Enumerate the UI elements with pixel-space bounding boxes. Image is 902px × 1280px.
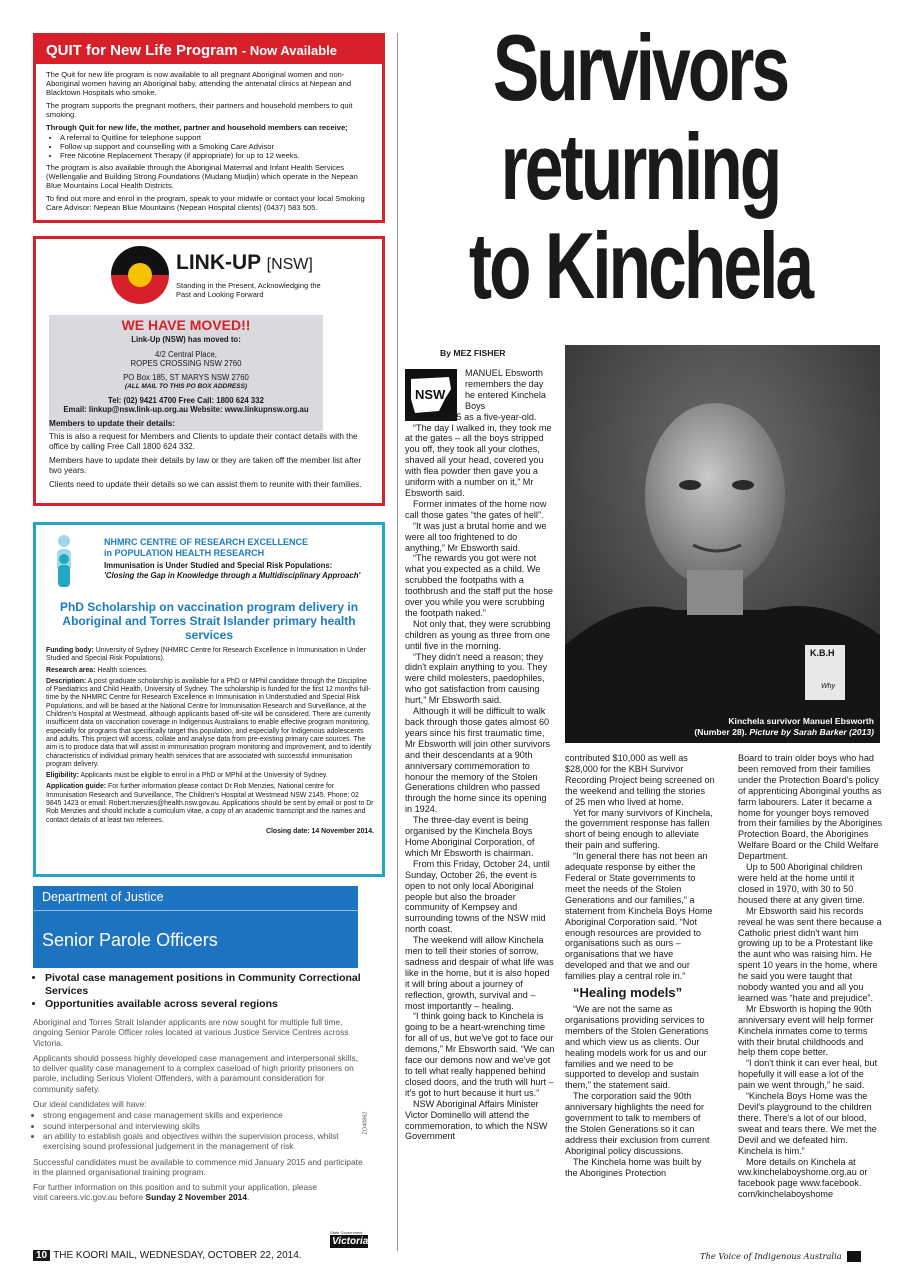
doj-title: Senior Parole Officers: [42, 930, 218, 950]
doj-department: Department of Justice: [42, 890, 164, 904]
article-paragraph: “We are not the same as organisations providing services to members of the Stolen Generations and which view us as clients. Our healing models work for us and our families and we need to be supported to develop and sustain them,” the statement said.: [565, 1004, 709, 1091]
victoria-logo-small: State Government: [330, 1230, 363, 1235]
doj-apply-text: For further information on this position and to submit your application, please visit careers.vic.gov.au before: [33, 1182, 317, 1203]
article-paragraph: Up to 500 Aboriginal children were held at the home until it closed in 1970, with 30 to 50 housed there at any given time.: [738, 862, 865, 905]
linkup-ad: [33, 236, 385, 506]
doj-criteria: [43, 1110, 363, 1151]
article-paragraph: More details on Kinchela at ww.kinchelaboyshome.org.au or facebook page www.facebook. com/kinchelaboyshome: [738, 1156, 868, 1200]
quit-header: [36, 36, 382, 64]
quit-paragraph: To find out more and enrol in the program, speak to your midwife or contact your local Smoking Care Advisor: Nepean Blue Mountains (Nepean Hospital clients) (0437) 583 505.: [46, 194, 365, 212]
article-paragraph: “I think going back to Kinchela is going to be a heart-wrenching time for all of us, but we've got to face our demons,” Mr Ebsworth said. “We can face our demons now and we've got to tell what really happened behind closed doors, and the truth will hurt – it's got to hurt because it hurt us.”: [405, 1011, 555, 1098]
nhmrc-title-line: NHMRC CENTRE OF RESEARCH EXCELLENCE: [104, 537, 309, 547]
article-paragraph: Mr Ebsworth is hoping the 90th anniversary event will help former Kinchela inmates come to terms with their brutal childhoods and help them cope better.: [738, 1003, 874, 1058]
nhmrc-body: [46, 647, 374, 839]
victoria-logo-text: Victoria: [332, 1236, 369, 1247]
doj-paragraph: Successful candidates must be available to commence mid January 2015 and participate in the planned organisational training program.: [33, 1156, 363, 1177]
linkup-nsw: [NSW]: [266, 256, 313, 273]
description-text: A post graduate scholarship is available for a PhD or MPhil candidate through the Discipline of Paediatrics and Child Health, University of Sydney. The scholarship is funded for the first 12 months full-time by the NHMRC Centre for Research Excellence in Immunisation in Understudied and Special Risk Populations, and will be based at the National Centre for Immunisation Research and Surveillance, at the Children's Hospital at Westmead, although applicants based off-site will be considered. There are currently insufficient data on vaccination coverage in Indigenous Australians to enable effective program monitoring, especially for programs that specifically target this population, and especially for Indigenous adolescents and adults. This project will access, collate and analyse data from pre-existing primary care sources. The aim is to produce data that will assist in immunisation program monitoring and improvement, and to identify characteristics of individual primary health services that are associated with successful immunisation program delivery.: [46, 677, 372, 768]
doj-body: [33, 972, 363, 1208]
quit-paragraph: The program supports the pregnant mothers, their partners and household members to quit smoking.: [46, 101, 353, 119]
list-item: • an ability to establish goals and objectives within the supervision process, whilst exercising sound professional judgement in the management of risk: [43, 1131, 363, 1152]
article-paragraph: contributed $10,000 as well as $28,000 for the KBH Survivor Recording Project being screened on the weekend and telling the stories of 25 men who lived at home.: [565, 753, 715, 807]
doj-paragraph: Applicants should possess highly developed case management and interpersonal skills, to deliver quality case management to a complex caseload of high priority prisoners on parole, including Serious Violent Offenders, with a paramount consideration for community safety.: [33, 1052, 358, 1094]
article-paragraph: Mr Ebsworth said his records reveal he was sent there because a Catholic priest didn't want him growing up to be a Protestant like the aunt who was raising him. He spent 10 years in the home, where he said you were taught that nobody wanted you and all you learned was “hate and prejudice”.: [738, 905, 882, 1003]
byline: By MEZ FISHER: [440, 348, 506, 358]
article-paragraph: NSW Aboriginal Affairs Minister Victor Dominello will attend the commemoration, to which the NSW Government: [405, 1098, 548, 1142]
paper-name: THE KOORI MAIL: [53, 1250, 135, 1261]
article-paragraph: Not only that, they were scrubbing children as young as three from one until five in the morning.: [405, 618, 551, 651]
quit-program-ad: [33, 33, 385, 223]
nhmrc-title-line: in POPULATION HEALTH RESEARCH: [104, 548, 265, 558]
doj-paragraph: Our ideal candidates will have:: [33, 1099, 147, 1110]
update-heading: Members to update their details:: [49, 419, 176, 428]
article-paragraph: Home in 1955 as a five-year-old.: [405, 411, 537, 422]
article-paragraph: “They didn't need a reason; they didn't explain anything to you. They were child molesters, paedophiles, who got satisfaction from causing hurt,” Mr Ebsworth said.: [405, 651, 548, 706]
ad-code: ZO40862: [362, 1111, 369, 1135]
article-paragraph: “It was just a brutal home and we were all too frightened to do anything,” Mr Ebsworth said.: [405, 520, 547, 553]
article-lede: MANUEL Ebsworth remembers the day he entered Kinchela Boys: [465, 368, 546, 411]
linkup-tagline: Standing in the Present, Acknowledging the Past and Looking Forward: [176, 281, 321, 299]
closing-date: Closing date: 14 November 2014.: [266, 827, 374, 835]
mail-note: (ALL MAIL TO THIS PO BOX ADDRESS): [124, 383, 248, 390]
headline-line: to Kinchela: [468, 213, 812, 318]
article-paragraph: Yet for many survivors of Kinchela, the government response has fallen short of being enough to alleviate their pain and suffering.: [565, 807, 713, 851]
divider: [33, 910, 358, 911]
footer-tagline: [700, 1251, 861, 1262]
phd-heading: PhD Scholarship on vaccination program delivery in Aboriginal and Torres Strait Islander primary health services: [59, 600, 359, 642]
article-paragraph: The weekend will allow Kinchela men to tell their stories of sorrow, sadness and despair of what life was like in the home, but it is also hoped it will bring about a journey of reflection, growth, survival and – most importantly – healing.: [405, 935, 554, 1011]
nhmrc-sub-line: Immunisation is Under Studied and Special Risk Populations:: [104, 561, 333, 570]
article-paragraph: The three-day event is being organised by the Kinchela Boys Home Aboriginal Corporation, of which Mr Ebsworth is chairman.: [405, 815, 535, 858]
article-paragraph: The Kinchela home was built by the Aborigines Protection: [565, 1156, 702, 1178]
shirt-logo-subtext: Why: [821, 683, 835, 690]
hand-icon: [847, 1251, 861, 1262]
quit-receive-heading: Through Quit for new life, the mother, partner and household members can receive;: [46, 123, 348, 132]
update-paragraph: Clients need to update their details so we can assist them to reunite with their families.: [49, 480, 362, 489]
quit-subtitle: - Now Available: [241, 43, 337, 58]
linkup-title: [176, 251, 313, 275]
article-paragraph: Former inmates of the home now call those gates “the gates of hell”.: [405, 498, 547, 520]
list-item: • A referral to Quitline for telephone support: [60, 133, 372, 142]
funding-label: Funding body:: [46, 647, 94, 654]
quit-paragraph: The Quit for new life program is now available to all pregnant Aboriginal women and non-Aboriginal women having an Aboriginal baby, attending the antenatal clinics at Nepean and Blacktown Hospitals who smoke.: [46, 70, 352, 97]
nhmrc-title: [104, 537, 374, 559]
doj-period: .: [246, 1192, 250, 1203]
article-paragraph: “Kinchela Boys Home was the Devil's playground to the children there. There's a lot of our blood, sweat and tears there. We met the Devil and we defeated him. Kinchela is him.”: [738, 1091, 877, 1156]
nsw-label: NSW: [415, 387, 446, 402]
list-item: • sound interpersonal and interviewing skills: [43, 1121, 363, 1131]
eligibility-text: Applicants must be eligible to enrol in a PhD or MPhil at the University of Sydney.: [80, 772, 328, 780]
email-website: Email: linkup@nsw.link-up.org.au Website: www.linkupnsw.org.au: [63, 405, 309, 414]
application-label: Application guide:: [46, 783, 107, 791]
address-line: ROPES CROSSING NSW 2760: [130, 359, 242, 368]
article-column-3: [738, 753, 883, 1200]
tagline-text: The Voice of Indigenous Australia: [700, 1251, 842, 1261]
funding-text: University of Sydney (NHMRC Centre for Research Excellence in Immunisation in Under Studied and Special Risk Populations).: [46, 647, 366, 663]
people-icon: [48, 533, 80, 591]
area-text: Health sciences.: [97, 666, 148, 674]
update-paragraph: This is also a request for Members and Clients to update their contact details with the office by calling Free Call 1800 624 332.: [49, 432, 358, 451]
article-paragraph: “The rewards you got were not what you expected as a child. We scrubbed the footpaths with a toothbrush and the staff put the hose over you while you were scrubbing the footpath naked.”: [405, 553, 553, 618]
moved-to: Link-Up (NSW) has moved to:: [131, 335, 241, 344]
shirt-logo-text: K.B.H: [810, 648, 835, 658]
quit-bullet-list: [60, 133, 372, 160]
photo-caption: [694, 716, 874, 737]
list-item: • Opportunities available across several regions: [45, 998, 363, 1011]
update-details: [49, 419, 375, 494]
doj-deadline: Sunday 2 November 2014: [145, 1192, 247, 1203]
eligibility-label: Eligibility:: [46, 772, 79, 780]
doj-highlights: [45, 972, 363, 1011]
quit-body: [36, 64, 382, 222]
headline-line: returning: [500, 114, 780, 219]
description-label: Description:: [46, 677, 87, 685]
list-item: • strong engagement and case management skills and experience: [43, 1110, 363, 1120]
nhmrc-sub-line: 'Closing the Gap in Knowledge through a Multidisciplinary Approach': [104, 571, 361, 580]
article-paragraph: “The day I walked in, they took me at the gates – all the boys stripped you off, they took all your clothes, shaved all your head, covered you with flea powder then gave you a uniform with a number on it,” Mr Ebsworth said.: [405, 422, 552, 498]
list-item: • Follow up support and counselling with a Smoking Care Advisor: [60, 142, 372, 151]
aboriginal-flag-icon: [111, 246, 169, 304]
doj-paragraph: Aboriginal and Torres Strait Islander applicants are now sought for multiple full time, ongoing Senior Parole Officer roles located at various Justice Service Centres across Victoria.: [33, 1017, 349, 1048]
quit-title: QUIT for New Life Program: [46, 42, 238, 59]
nhmrc-subtitle: [104, 561, 384, 581]
area-label: Research area:: [46, 666, 96, 674]
doj-banner: [33, 886, 358, 968]
article-column-2: [565, 753, 715, 1179]
subheading: “Healing models”: [573, 985, 683, 1001]
moved-details: [49, 335, 323, 415]
list-item: • Pivotal case management positions in Community Correctional Services: [45, 972, 363, 998]
article-paragraph: From this Friday, October 24, until Sunday, October 26, the event is open to not only local Aboriginal people but also the broader community of Kempsey and surrounding towns of the NSW mid north coast.: [405, 858, 550, 935]
address-line: 4/2 Central Place,: [155, 349, 217, 359]
page-number: 10: [33, 1250, 50, 1261]
phone: Tel: (02) 9421 4700 Free Call: 1800 624 332: [108, 395, 264, 405]
application-text: For further information please contact Dr Rob Menzies, National centre for Immunisation Research and Surveillance, The Children's Hospital at Westmead NSW 2145. Phone: 02 9845 1423 or email: Robert.menzies@health.nsw.gov.au. Applications should be sent by email or post to Dr Rob Menzies and should include a curriculum vitae, a copy of an academic transcript and the names and contact details of at least two referees.: [46, 783, 374, 824]
moved-notice: [49, 315, 323, 431]
article-paragraph: “I don't think it can ever heal, but hopefully it will ease a lot of the pain we went through,” he said.: [738, 1058, 878, 1091]
caption-line: Kinchela survivor Manuel Ebsworth: [728, 716, 874, 726]
moved-heading: WE HAVE MOVED!!: [121, 317, 251, 333]
caption-number: (Number 28).: [694, 726, 747, 737]
article-column-1: [405, 368, 555, 1142]
column-divider: [397, 33, 398, 1251]
article-paragraph: Board to train older boys who had been removed from their families under the Protection Board's policy of apprenticing Aboriginal youths as farm labourers. Later it became a home for younger boys removed from their families by the Aborigines Protection Board, the Aborigines Welfare Board or the Child Welfare Department.: [738, 753, 883, 862]
headline: [466, 15, 814, 318]
issue-date: , WEDNESDAY, OCTOBER 22, 2014.: [134, 1250, 302, 1261]
article-paragraph: “In general there has not been an adequate response by either the Federal or State governments to meet the needs of the Stolen Generations and our families,” a statement from Kinchela Boys Home Aboriginal Corporation said. “Not enough resources are provided to organisations such as ours – organisations that we have developed and that we and our families play a central role in.”: [565, 851, 713, 982]
article-paragraph: The corporation said the 90th anniversary highlights the need for government to talk to members of the Stolen Generations so it can address their exclusion from current Aboriginal policy discussions.: [565, 1091, 710, 1156]
quit-paragraph: The program is also available through the Aboriginal Maternal and Infant Health Services (Wellengalie and Building Strong Foundations (Mudang Mudjin) which operate in the Nepean Blue Mountains Local Health Districts.: [46, 163, 358, 190]
photo-credit: Picture by Sarah Barker (2013): [749, 726, 874, 737]
list-item: • Free Nicotine Replacement Therapy (if appropriate) for up to 12 weeks.: [60, 151, 372, 160]
headline-line: Survivors: [492, 15, 788, 120]
linkup-name: LINK-UP: [176, 251, 261, 274]
survivor-photo: [565, 345, 880, 743]
update-paragraph: Members have to update their details by law or they are taken off the member list after two years.: [49, 456, 362, 475]
nhmrc-scholarship-ad: [33, 522, 385, 877]
po-box: PO Box 185, ST MARYS NSW 2760: [123, 372, 249, 382]
article-paragraph: Although it will be difficult to walk back through those gates almost 60 years since his first traumatic time, Mr Ebsworth will join other survivors and their descendants at a 90th anniversary commemoration to honour the memory of the Stolen Generations children who passed through the home since its opening in 1924.: [405, 706, 551, 815]
